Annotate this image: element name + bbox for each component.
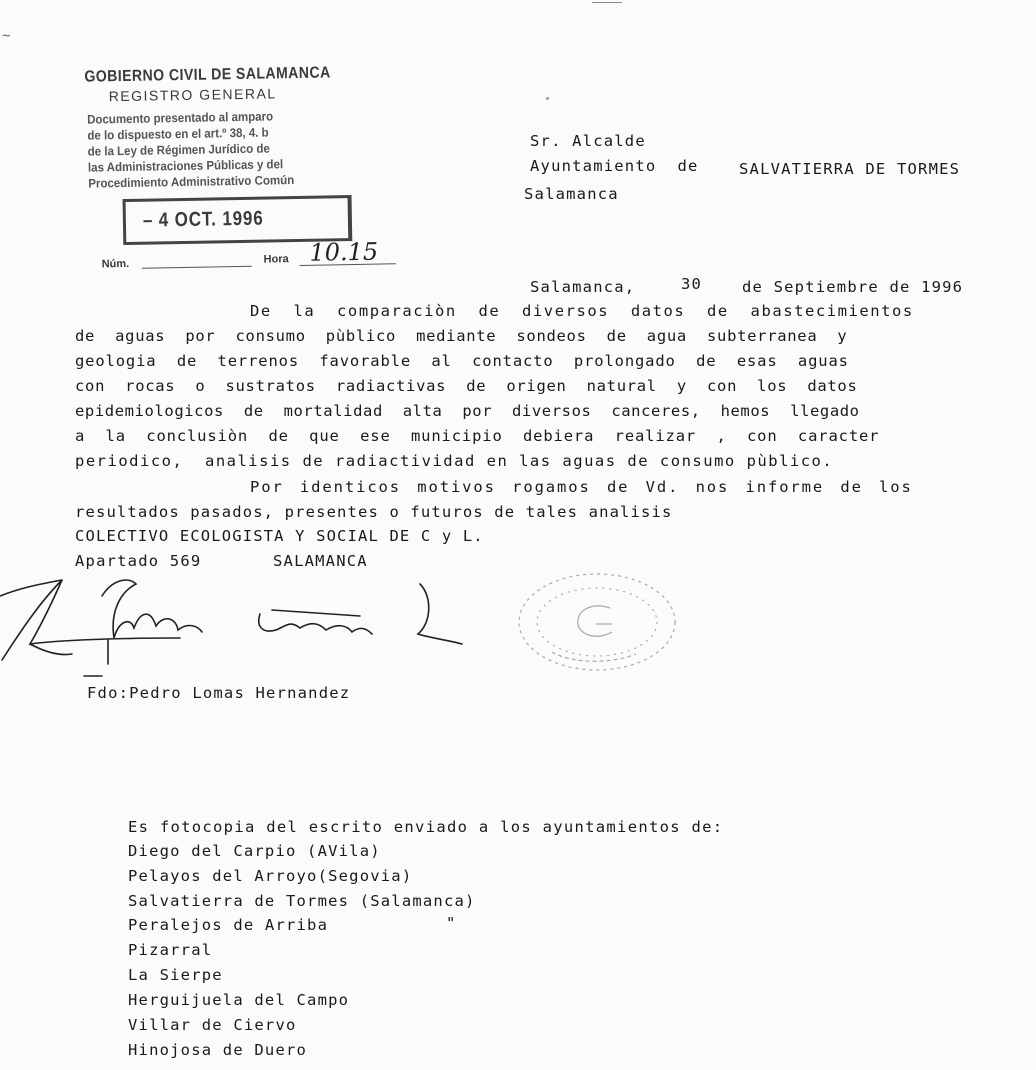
body-line: de aguas por consumo pùblico mediante sondeos de agua subterranea y bbox=[75, 327, 848, 345]
stamp-title: GOBIERNO CIVIL DE SALAMANCA bbox=[84, 64, 331, 86]
town-item: Hinojosa de Duero bbox=[128, 1041, 308, 1059]
signed-by: Fdo:Pedro Lomas Hernandez bbox=[87, 684, 351, 702]
corner-mark: ~ bbox=[2, 28, 11, 44]
body-line: a la conclusiòn de que ese municipio debiera realizar , con caracter bbox=[75, 427, 880, 445]
recipient-municipality: SALVATIERRA DE TORMES bbox=[739, 160, 961, 178]
registry-stamp bbox=[78, 59, 400, 277]
organization-seal bbox=[512, 568, 682, 676]
date-day: 30 bbox=[681, 275, 703, 293]
stamp-date: – 4 OCT. 1996 bbox=[142, 207, 264, 232]
top-mark bbox=[592, 2, 622, 3]
town-item: Salvatierra de Tormes (Salamanca) bbox=[128, 892, 476, 910]
town-item: Pizarral bbox=[128, 941, 213, 959]
recipient-title: Sr. Alcalde bbox=[530, 132, 646, 150]
body-line: resultados pasados, presentes o futuros de tales analisis bbox=[75, 503, 673, 521]
date-rest: de Septiembre de 1996 bbox=[742, 278, 964, 296]
date-city: Salamanca, bbox=[530, 278, 636, 296]
town-item: Herguijuela del Campo bbox=[128, 991, 350, 1009]
ditto-mark: " bbox=[446, 914, 457, 932]
address-pobox: Apartado 569 bbox=[75, 552, 202, 570]
stamp-hora-handwritten: 10.15 bbox=[309, 237, 379, 267]
speck bbox=[546, 97, 549, 100]
town-item: La Sierpe bbox=[128, 966, 223, 984]
stamp-text-line: de lo dispuesto en el art.º 38, 4. b bbox=[87, 125, 269, 143]
town-item: Diego del Carpio (AVila) bbox=[128, 842, 381, 860]
body-line: epidemiologicos de mortalidad alta por diversos canceres, hemos llegado bbox=[75, 402, 860, 420]
stamp-text-line: de la Ley de Régimen Jurídico de bbox=[87, 141, 270, 159]
copy-note: Es fotocopia del escrito enviado a los ayuntamientos de: bbox=[128, 818, 724, 836]
stamp-num-label: Núm. bbox=[101, 257, 130, 271]
handwritten-signature bbox=[0, 572, 470, 684]
body-line: Por identicos motivos rogamos de Vd. nos informe de los bbox=[250, 478, 913, 496]
town-item: Pelayos del Arroyo(Segovia) bbox=[128, 867, 413, 885]
body-line: geologia de terrenos favorable al contacto prolongado de esas aguas bbox=[75, 352, 849, 370]
stamp-num-line bbox=[142, 266, 252, 269]
body-line: periodico, analisis de radiactividad en las aguas de consumo pùblico. bbox=[75, 452, 834, 470]
town-item: Peralejos de Arriba bbox=[128, 916, 329, 934]
stamp-text-line: Procedimiento Administrativo Común bbox=[88, 173, 295, 191]
organization-name: COLECTIVO ECOLOGISTA Y SOCIAL DE C y L. bbox=[75, 527, 484, 545]
stamp-subtitle: REGISTRO GENERAL bbox=[108, 85, 277, 105]
recipient-prefix: Ayuntamiento de bbox=[530, 157, 699, 175]
recipient-province: Salamanca bbox=[524, 185, 619, 203]
stamp-text-line: las Administraciones Públicas y del bbox=[87, 157, 284, 175]
address-city: SALAMANCA bbox=[273, 552, 368, 570]
stamp-hora-label: Hora bbox=[263, 253, 289, 266]
stamp-text-line: Documento presentado al amparo bbox=[87, 109, 274, 127]
body-line: con rocas o sustratos radiactivas de origen natural y con los datos bbox=[75, 377, 858, 395]
town-item: Villar de Ciervo bbox=[128, 1016, 297, 1034]
body-line: De la comparaciòn de diversos datos de abastecimientos bbox=[250, 302, 914, 320]
